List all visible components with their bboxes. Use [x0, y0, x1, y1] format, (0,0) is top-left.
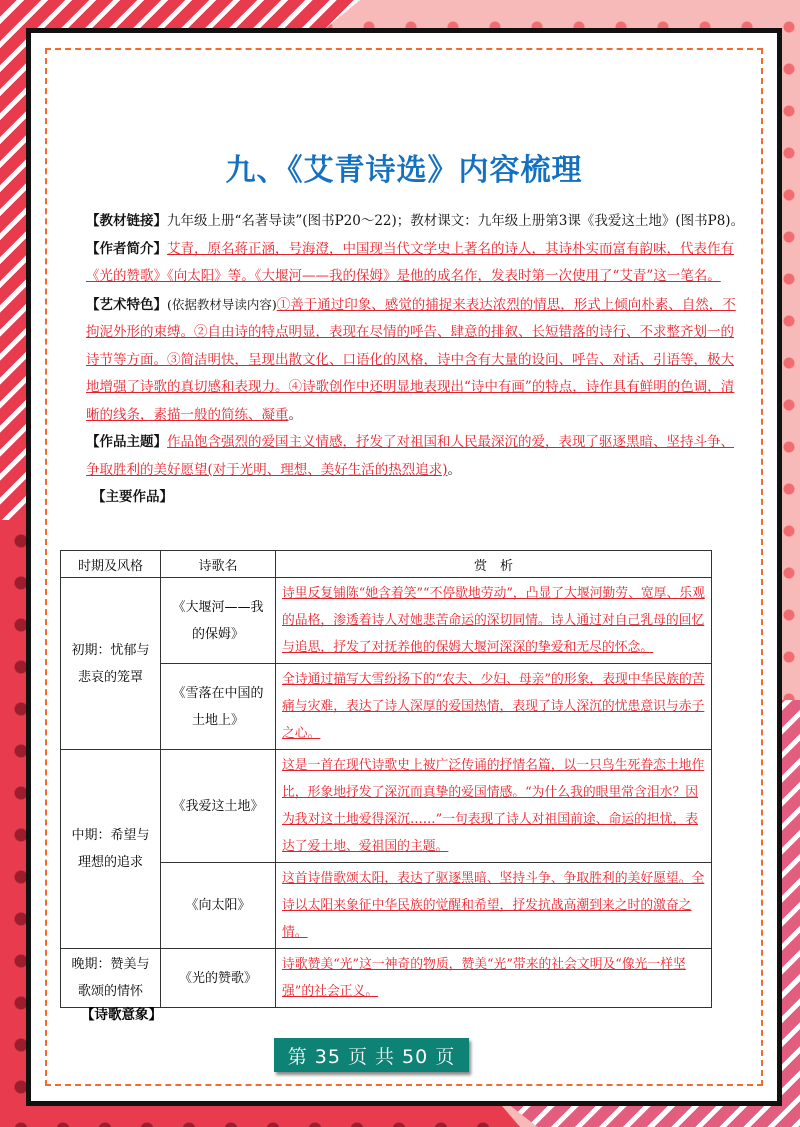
content-card — [26, 28, 782, 1106]
period-cell: 晚期：赞美与歌颂的情怀 — [61, 949, 161, 1008]
page-indicator: 第 35 页 共 50 页 — [274, 1038, 469, 1072]
period-cell: 初期：忧郁与悲哀的笼罩 — [61, 578, 161, 750]
analysis-cell: 诗歌赞美“光”这一神奇的物质，赞美“光”带来的社会文明及“像光一样坚强”的社会正义。 — [276, 949, 712, 1008]
work-theme — [86, 429, 746, 484]
imagery-heading: 【诗歌意象】 — [81, 1007, 162, 1023]
table-row — [61, 949, 712, 1008]
note: (依据教材导读内容) — [167, 296, 277, 312]
header-poem: 诗歌名 — [161, 551, 276, 578]
header-period: 时期及风格 — [61, 551, 161, 578]
table-header — [61, 551, 712, 578]
header-analysis: 赏 析 — [276, 551, 712, 578]
table-row — [61, 578, 712, 664]
analysis-cell: 全诗通过描写大雪纷扬下的“农夫、少妇、母亲”的形象，表现中华民族的苦痛与灾难，表达了诗人深厚的爱国热情，表现了诗人深沉的忧患意识与赤子之心。 — [276, 664, 712, 750]
works-table — [60, 550, 712, 1008]
poem-cell: 《雪落在中国的土地上》 — [161, 664, 276, 750]
author-intro — [86, 236, 746, 291]
poem-cell: 《我爱这土地》 — [161, 750, 276, 863]
period-cell: 中期：希望与理想的追求 — [61, 750, 161, 949]
punct: 。 — [447, 461, 462, 478]
page-title: 九、《艾青诗选》内容梳理 — [225, 153, 583, 188]
poem-cell: 《大堰河——我的保姆》 — [161, 578, 276, 664]
label: 【教材链接】 — [86, 213, 167, 229]
art-features — [86, 291, 746, 430]
analysis-cell: 这是一首在现代诗歌史上被广泛传诵的抒情名篇，以一只鸟生死眷恋土地作比，形象地抒发了深沉而真挚的爱国情感。“为什么我的眼里常含泪水？因为我对这土地爱得深沉……”一句表现了诗人对祖国前途、命运的担忧，表达了爱土地、爱祖国的主题。 — [276, 750, 712, 863]
analysis-cell: 这首诗借歌颂太阳，表达了驱逐黑暗、坚持斗争、争取胜利的美好愿望。全诗以太阳来象征中华民族的觉醒和希望，抒发抗战高潮到来之时的激奋之情。 — [276, 863, 712, 949]
works-heading: 【主要作品】 — [92, 489, 173, 505]
poem-cell: 《光的赞歌》 — [161, 949, 276, 1008]
poem-cell: 《向太阳》 — [161, 863, 276, 949]
punct: 。 — [288, 406, 302, 423]
text: 作品饱含强烈的爱国主义情感，抒发了对祖国和人民最深沉的爱，表现了驱逐黑暗、坚持斗争、争取胜利的美好愿望(对于光明、理想、美好生活的热烈追求) — [86, 434, 734, 478]
table-row — [61, 750, 712, 863]
label: 【作品主题】 — [86, 434, 167, 450]
label: 【艺术特色】 — [86, 296, 167, 313]
label: 【作者简介】 — [86, 240, 167, 257]
textbook-link — [86, 208, 746, 236]
analysis-cell: 诗里反复铺陈“她含着笑”“不停歇地劳动”，凸显了大堰河勤劳、宽厚、乐观的品格，渗透着诗人对她悲苦命运的深切同情。诗人通过对自己乳母的回忆与追思，抒发了对抚养他的保姆大堰河深深的挚爱和无尽的怀念。 — [276, 578, 712, 664]
text: 艾青，原名蒋正涵，号海澄，中国现当代文学史上著名的诗人，其诗朴实而富有韵味，代表作有《光的赞歌》《向太阳》等。《大堰河——我的保姆》是他的成名作，发表时第一次使用了“艾青”这一笔名。 — [86, 240, 734, 284]
text: 九年级上册“名著导读”(图书P20～22)；教材课文：九年级上册第3课《我爱这土地》(图书P8)。 — [167, 213, 745, 229]
document-body — [86, 208, 746, 512]
text: ①善于通过印象、感觉的捕捉来表达浓烈的情思，形式上倾向朴素、自然，不拘泥外形的束缚。②自由诗的特点明显，表现在尽情的呼告、肆意的排叙、长短错落的诗行、不求整齐划一的诗节等方面。③简洁明快，呈现出散文化、口语化的风格，诗中含有大量的设问、呼告、对话、引语等，极大地增强了诗歌的真切感和表现力。④诗歌创作中还明显地表现出“诗中有画”的特点，诗作具有鲜明的色调，清晰的线条，素描一般的简练、凝重 — [86, 296, 736, 423]
